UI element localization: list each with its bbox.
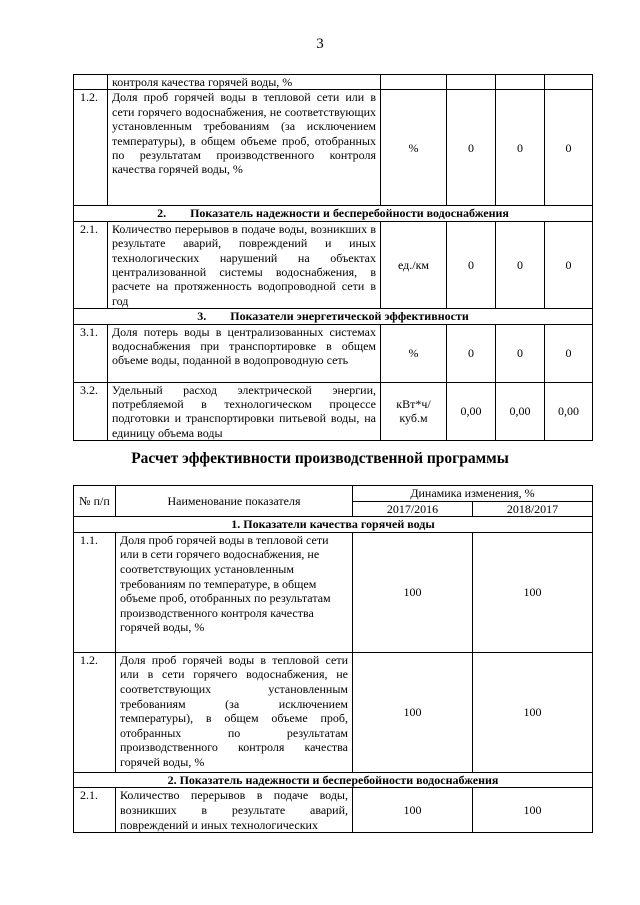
cell-name: контроля качества горячей воды, % bbox=[108, 75, 381, 90]
cell-unit: % bbox=[381, 90, 447, 206]
cell-value: 0,00 bbox=[496, 382, 545, 441]
cell-value: 0 bbox=[447, 324, 496, 382]
cell-value: 0,00 bbox=[545, 382, 593, 441]
cell-value: 100 bbox=[353, 652, 473, 772]
header-row bbox=[74, 486, 593, 502]
table-row bbox=[74, 652, 593, 772]
table-row bbox=[74, 90, 593, 206]
section-row bbox=[74, 517, 593, 533]
section-title: 1. Показатели качества горячей воды bbox=[74, 517, 593, 533]
column-header-year: 2018/2017 bbox=[473, 501, 593, 517]
cell-name: Доля проб горячей воды в тепловой сети или в сети горячего водоснабжения, не соответствующих установленным требованиям по температуре, в общем объеме проб, отобранных по результатам производственного контроля качества горячей воды, % bbox=[116, 532, 353, 652]
cell-num: 1.2. bbox=[74, 90, 108, 206]
cell-value: 0 bbox=[447, 90, 496, 206]
section-row bbox=[74, 772, 593, 788]
cell-value: 0 bbox=[545, 221, 593, 308]
section-row bbox=[74, 309, 593, 324]
section-heading: Расчет эффективности производственной программы bbox=[131, 450, 509, 467]
section-title: 2. Показатель надежности и бесперебойности водоснабжения bbox=[74, 206, 593, 221]
column-header-year: 2017/2016 bbox=[353, 501, 473, 517]
cell-unit: кВт*ч/ куб.м bbox=[381, 382, 447, 441]
cell-value: 0 bbox=[496, 324, 545, 382]
cell-name: Доля потерь воды в централизованных системах водоснабжения при транспортировке в общем объеме воды, поданной в водопроводную сеть bbox=[108, 324, 381, 382]
table-row bbox=[74, 221, 593, 308]
cell-value: 100 bbox=[473, 788, 593, 833]
cell-num: 3.2. bbox=[74, 382, 108, 441]
cell-unit: ед./км bbox=[381, 221, 447, 308]
cell-value: 100 bbox=[353, 788, 473, 833]
cell-value: 100 bbox=[473, 652, 593, 772]
table-row bbox=[74, 382, 593, 441]
table-row bbox=[74, 324, 593, 382]
column-header-name: Наименование показателя bbox=[116, 486, 353, 517]
cell-value: 100 bbox=[353, 532, 473, 652]
table-row bbox=[74, 75, 593, 90]
cell-num: 1.2. bbox=[74, 652, 116, 772]
column-header-dynamics: Динамика изменения, % bbox=[353, 486, 593, 502]
cell-num: 2.1. bbox=[74, 788, 116, 833]
cell-value: 0 bbox=[496, 221, 545, 308]
page-number: 3 bbox=[316, 36, 324, 52]
cell-num: 2.1. bbox=[74, 221, 108, 308]
cell-value: 100 bbox=[473, 532, 593, 652]
cell-value: 0,00 bbox=[447, 382, 496, 441]
cell-value: 0 bbox=[447, 221, 496, 308]
section-row bbox=[74, 206, 593, 221]
table-row bbox=[74, 788, 593, 833]
cell-name: Доля проб горячей воды в тепловой сети или в сети горячего водоснабжения, не соответствующих установленным требованиям (за исключением температуры), в общем объеме проб, отобранных по результатам производственного контроля качества горячей воды, % bbox=[108, 90, 381, 206]
column-header-num: № п/п bbox=[74, 486, 116, 517]
cell-unit: % bbox=[381, 324, 447, 382]
cell-name: Доля проб горячей воды в тепловой сети или в сети горячего водоснабжения, не соответствующих установленным требованиям (за исключением температуры), в общем объеме проб, отобранных по результатам производственного контроля качества горячей воды, % bbox=[116, 652, 353, 772]
efficiency-table bbox=[73, 485, 593, 833]
cell-num: 3.1. bbox=[74, 324, 108, 382]
cell-num: 1.1. bbox=[74, 532, 116, 652]
section-title: 3. Показатели энергетической эффективности bbox=[74, 309, 593, 324]
table-row bbox=[74, 532, 593, 652]
indicators-table bbox=[73, 74, 593, 441]
cell-name: Удельный расход электрической энергии, потребляемой в технологическом процессе подготовки и транспортировки питьевой воды, на единицу объема воды bbox=[108, 382, 381, 441]
cell-value: 0 bbox=[545, 90, 593, 206]
section-title: 2. Показатель надежности и бесперебойности водоснабжения bbox=[74, 772, 593, 788]
cell-name: Количество перерывов в подаче воды, возникших в результате аварий, повреждений и иных технологических bbox=[116, 788, 353, 833]
cell-value: 0 bbox=[545, 324, 593, 382]
cell-name: Количество перерывов в подаче воды, возникших в результате аварий, повреждений и иных технологических нарушений на объектах централизованной системы водоснабжения, в расчете на протяженность водопроводной сети в год bbox=[108, 221, 381, 308]
cell-value: 0 bbox=[496, 90, 545, 206]
